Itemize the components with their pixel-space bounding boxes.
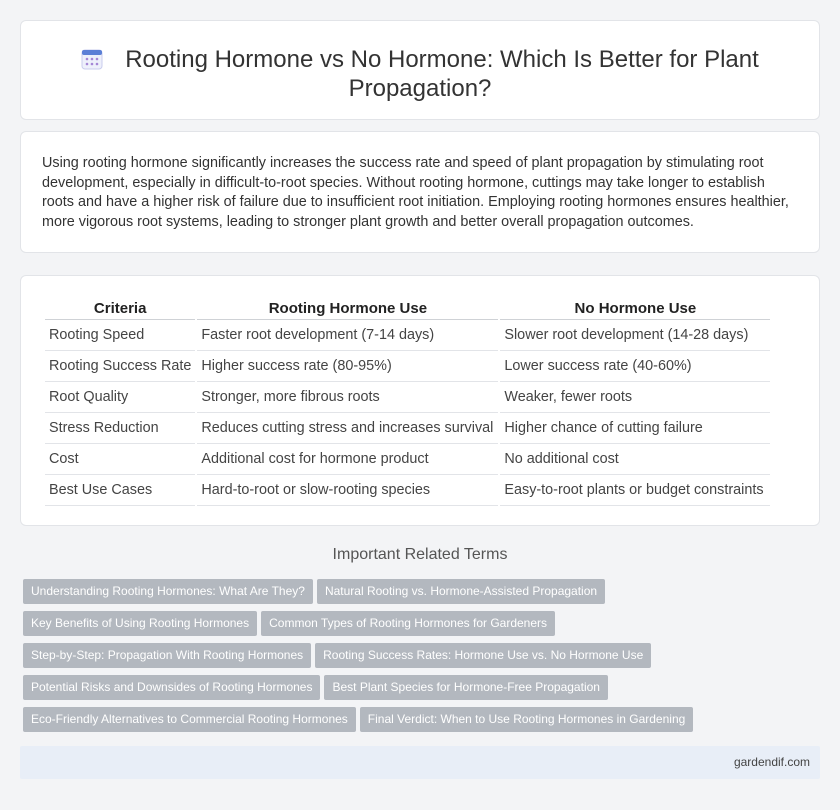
table-cell: Best Use Cases <box>45 475 195 506</box>
table-cell: Weaker, fewer roots <box>500 382 770 413</box>
table-row <box>45 444 770 475</box>
related-terms-list <box>23 579 743 739</box>
tag-row <box>23 643 743 675</box>
table-cell: No additional cost <box>500 444 770 475</box>
intro-paragraph: Using rooting hormone significantly increases the success rate and speed of plant propagation by stimulating root development, especially in difficult-to-root species. Without rooting hormone, cuttings may take longer to establish roots and have a higher risk of failure due to insufficient root initiation. Employing rooting hormones ensures healthier, more vigorous root systems, leading to stronger plant growth and better overall propagation outcomes. <box>42 155 789 230</box>
header-no-hormone-use: No Hormone Use <box>500 298 770 320</box>
tag-row <box>23 675 743 707</box>
table-cell: Cost <box>45 444 195 475</box>
table-cell: Higher chance of cutting failure <box>500 413 770 444</box>
page-title <box>21 45 819 103</box>
tag-row <box>23 611 743 643</box>
related-term-tag[interactable]: Understanding Rooting Hormones: What Are They? <box>23 579 313 604</box>
table-cell: Stress Reduction <box>45 413 195 444</box>
comparison-card <box>20 275 820 526</box>
calendar-icon <box>81 48 103 70</box>
table-header-row <box>45 298 770 320</box>
table-cell: Rooting Speed <box>45 320 195 351</box>
table-cell: Easy-to-root plants or budget constraints <box>500 475 770 506</box>
table-cell: Hard-to-root or slow-rooting species <box>197 475 498 506</box>
table-cell: Additional cost for hormone product <box>197 444 498 475</box>
table-cell: Lower success rate (40-60%) <box>500 351 770 382</box>
tag-row <box>23 579 743 611</box>
related-term-tag[interactable]: Common Types of Rooting Hormones for Gardeners <box>261 611 555 636</box>
table-cell: Reduces cutting stress and increases survival <box>197 413 498 444</box>
header-rooting-hormone-use: Rooting Hormone Use <box>197 298 498 320</box>
table-row <box>45 320 770 351</box>
page-title-text: Rooting Hormone vs No Hormone: Which Is Better for Plant Propagation? <box>125 46 759 102</box>
table-row <box>45 475 770 506</box>
table-cell: Higher success rate (80-95%) <box>197 351 498 382</box>
table-cell: Slower root development (14-28 days) <box>500 320 770 351</box>
related-term-tag[interactable]: Step-by-Step: Propagation With Rooting Hormones <box>23 643 311 668</box>
tag-row <box>23 707 743 739</box>
footer <box>20 746 820 779</box>
footer-site-link[interactable]: gardendif.com <box>733 755 810 769</box>
related-term-tag[interactable]: Natural Rooting vs. Hormone-Assisted Propagation <box>317 579 605 604</box>
table-cell: Faster root development (7-14 days) <box>197 320 498 351</box>
table-cell: Stronger, more fibrous roots <box>197 382 498 413</box>
intro-card <box>20 131 820 253</box>
table-cell: Root Quality <box>45 382 195 413</box>
related-term-tag[interactable]: Final Verdict: When to Use Rooting Hormones in Gardening <box>360 707 694 732</box>
table-row <box>45 351 770 382</box>
header-criteria: Criteria <box>45 298 195 320</box>
table-row <box>45 382 770 413</box>
related-term-tag[interactable]: Key Benefits of Using Rooting Hormones <box>23 611 257 636</box>
header-card <box>20 20 820 120</box>
related-term-tag[interactable]: Eco-Friendly Alternatives to Commercial Rooting Hormones <box>23 707 356 732</box>
related-term-tag[interactable]: Best Plant Species for Hormone-Free Propagation <box>324 675 607 700</box>
comparison-table <box>43 298 772 506</box>
related-term-tag[interactable]: Potential Risks and Downsides of Rooting Hormones <box>23 675 320 700</box>
table-cell: Rooting Success Rate <box>45 351 195 382</box>
table-row <box>45 413 770 444</box>
related-terms-title: Important Related Terms <box>332 546 508 563</box>
related-term-tag[interactable]: Rooting Success Rates: Hormone Use vs. No Hormone Use <box>315 643 651 668</box>
